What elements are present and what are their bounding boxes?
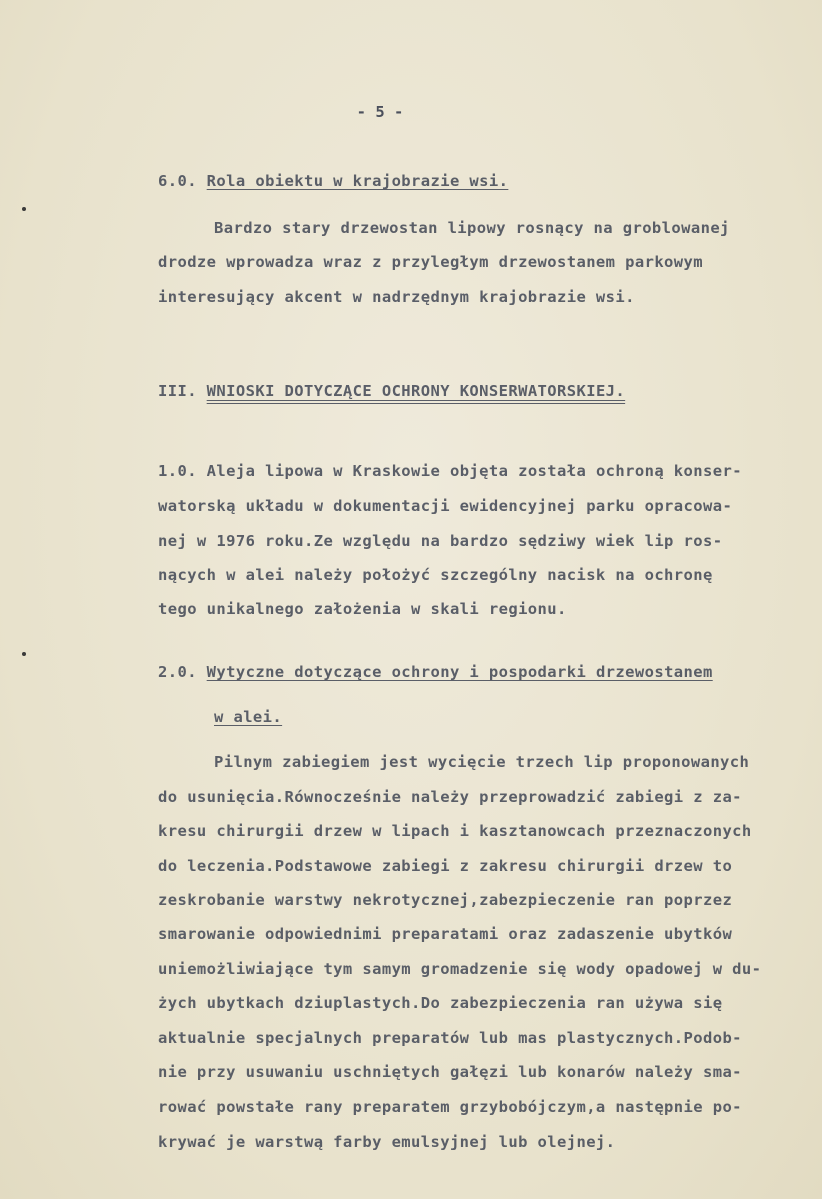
section-1-line: tego unikalnego założenia w skali regionu. [158, 600, 567, 618]
section-2-line: Pilnym zabiegiem jest wycięcie trzech lip proponowanych [214, 753, 750, 771]
section-1-number: 1.0. [158, 462, 197, 480]
section-6-title: Rola obiektu w krajobrazie wsi. [206, 172, 509, 190]
section-2-line: kresu chirurgii drzew w lipach i kasztanowcach przeznaczonych [158, 822, 752, 840]
section-2-line: nie przy usuwaniu uschniętych gałęzi lub konarów należy sma- [158, 1063, 742, 1081]
section-2-heading [158, 663, 713, 681]
section-2-line: uniemożliwiające tym samym gromadzenie się wody opadowej w du- [158, 960, 762, 978]
section-iii-heading [158, 382, 625, 400]
section-1-line: watorską układu w dokumentacji ewidencyjnej parku opracowa- [158, 497, 733, 515]
section-2-number: 2.0. [158, 663, 197, 681]
section-6-line: Bardzo stary drzewostan lipowy rosnący na groblowanej [214, 219, 730, 237]
section-6-number: 6.0. [158, 172, 197, 190]
page-number: - 5 - [356, 103, 404, 121]
section-2-title: Wytyczne dotyczące ochrony i pospodarki drzewostanem [206, 663, 713, 681]
punch-hole-mark [22, 207, 26, 211]
section-2-line: żych ubytkach dziuplastych.Do zabezpieczenia ran używa się [158, 994, 723, 1012]
section-1-line: nących w alei należy położyć szczególny nacisk na ochronę [158, 566, 713, 584]
section-1-line: nej w 1976 roku.Ze względu na bardzo sędziwy wiek lip ros- [158, 532, 723, 550]
section-2-line: zeskrobanie warstwy nekrotycznej,zabezpieczenie ran poprzez [158, 891, 733, 909]
section-6-line: interesujący akcent w nadrzędnym krajobrazie wsi. [158, 288, 635, 306]
section-2-line: do usunięcia.Równocześnie należy przeprowadzić zabiegi z za- [158, 788, 742, 806]
section-2-line: aktualnie specjalnych preparatów lub mas plastycznych.Podob- [158, 1029, 742, 1047]
section-iii-title: WNIOSKI DOTYCZĄCE OCHRONY KONSERWATORSKIEJ. [206, 382, 626, 400]
punch-hole-mark [22, 652, 26, 656]
section-2-line: krywać je warstwą farby emulsyjnej lub olejnej. [158, 1133, 616, 1151]
section-iii-number: III. [158, 382, 197, 400]
section-2-line: do leczenia.Podstawowe zabiegi z zakresu chirurgii drzew to [158, 857, 733, 875]
section-2-line: smarowanie odpowiednimi preparatami oraz zadaszenie ubytków [158, 925, 733, 943]
section-6-heading [158, 172, 508, 190]
section-2-line: rować powstałe rany preparatem grzybobójczym,a następnie po- [158, 1098, 742, 1116]
section-1-line: 1.0. Aleja lipowa w Kraskowie objęta została ochroną konser- [158, 462, 742, 480]
section-6-line: drodze wprowadza wraz z przyległym drzewostanem parkowym [158, 253, 703, 271]
section-2-title-continued: w alei. [214, 708, 283, 726]
